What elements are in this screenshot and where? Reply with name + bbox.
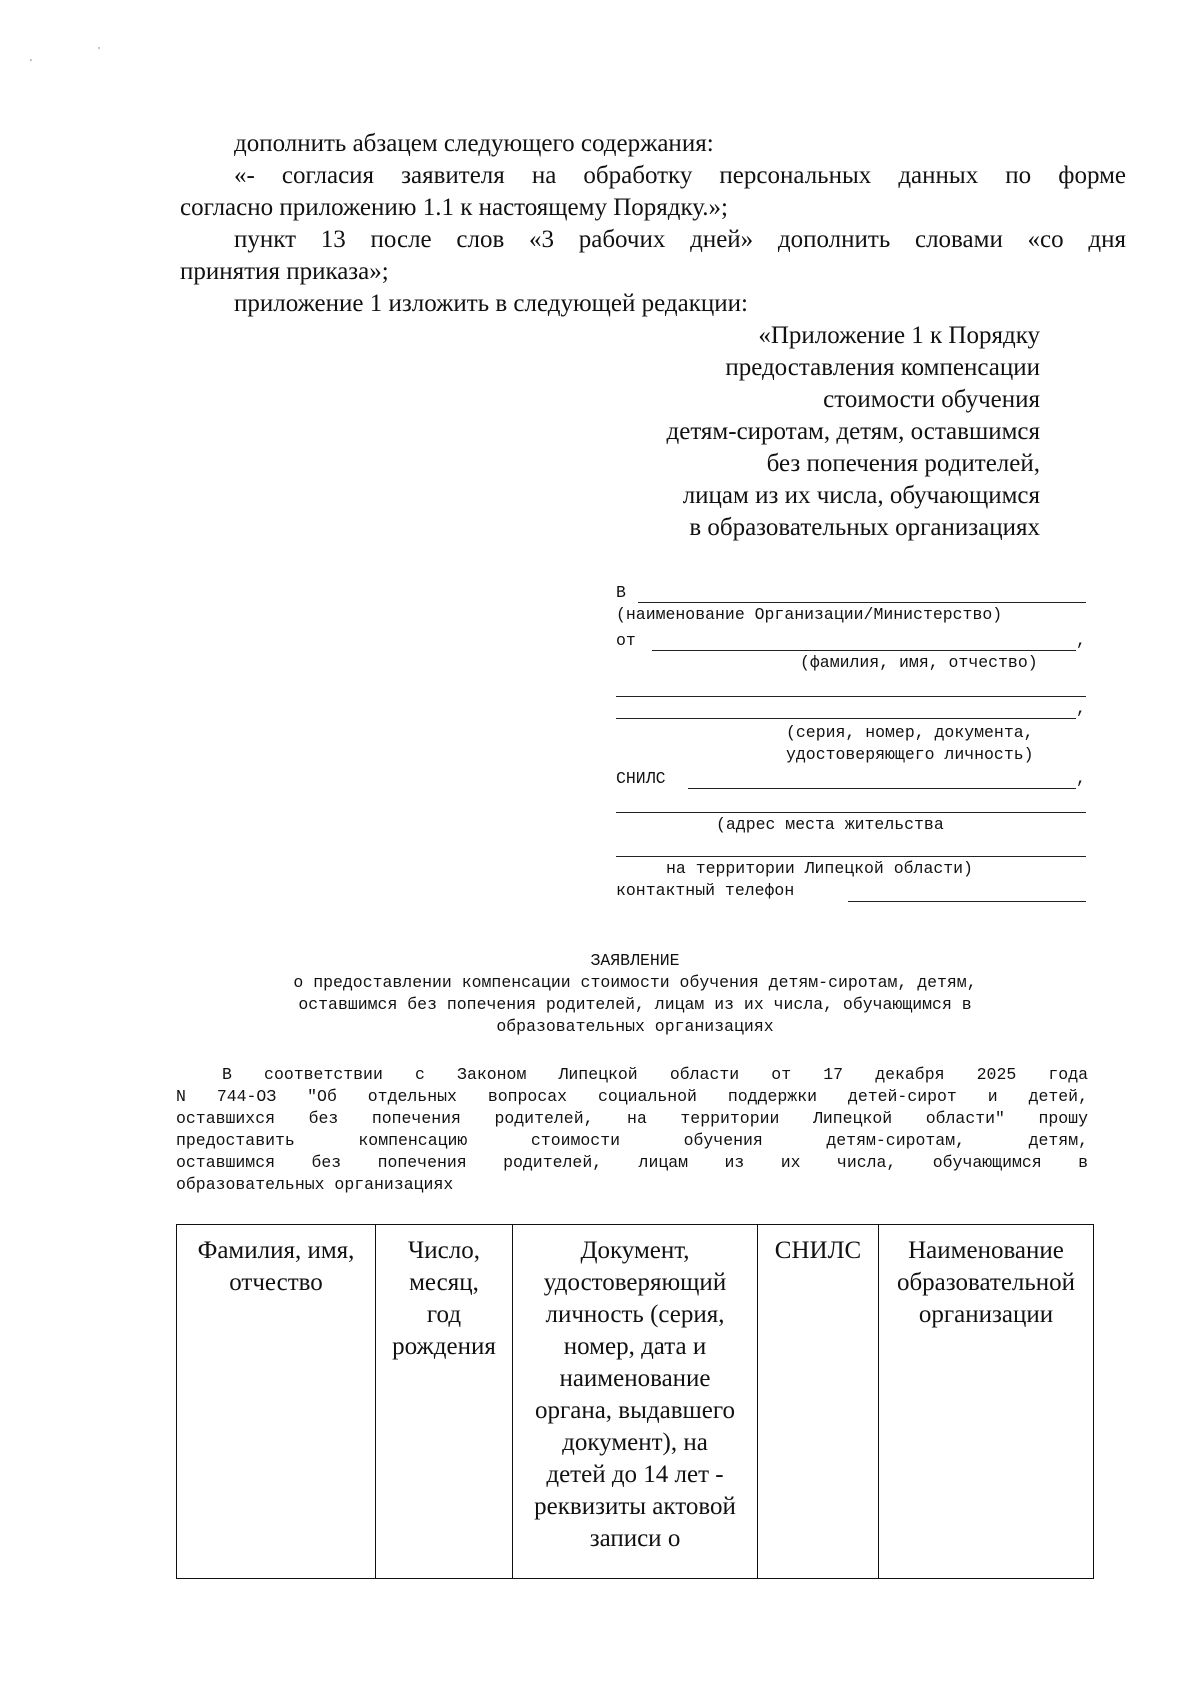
intro-line-2: «- согласия заявителя на обработку персональных данных по форме [234,162,1126,189]
cell-line: личность (серия, [545,1301,725,1328]
cell-line: Документ, [580,1237,690,1264]
snils-comma: , [1076,769,1086,788]
blank-line-1 [616,696,1086,697]
cell-line: номер, дата и [563,1333,707,1360]
blank-line-2 [616,718,1076,719]
statement-body-line: оставшихся без попечения родителей, на территории Липецкой области" прошу [176,1109,1088,1128]
cell-line: записи о [589,1525,681,1552]
table-header-birth-date [376,1225,513,1579]
appendix-header [560,320,1040,544]
phone-label: контактный телефон [616,881,795,900]
statement-body-line: В соответствии с Законом Липецкой области от 17 декабря 2025 года [222,1065,1088,1084]
intro-line-6: приложение 1 изложить в следующей редакции: [234,290,748,317]
cell-line: организации [918,1301,1054,1328]
address-hint-1: (адрес места жительства [716,815,944,834]
table-header-full-name [177,1225,376,1579]
statement-heading [176,950,1094,1038]
to-hint: (наименование Организации/Министерство) [616,605,1003,624]
applicant-table [176,1224,1094,1579]
table-header-row [177,1225,1094,1579]
scan-mark: ' [98,46,100,57]
intro-line-4: пункт 13 после слов «3 рабочих дней» дополнить словами «со дня [234,226,1126,253]
from-field-line [652,650,1076,651]
intro-line-5: принятия приказа»; [180,258,389,285]
table-header-identity-document [513,1225,758,1579]
cell-line: отчество [229,1269,323,1296]
from-prefix: от [616,631,636,650]
statement-body-line: N 744-ОЗ "Об отдельных вопросах социальной поддержки детей-сирот и детей, [176,1087,1088,1106]
cell-line: год [426,1301,462,1328]
appendix-header-line: лицам из их числа, обучающимся [682,482,1040,509]
cell-line: месяц, [409,1269,479,1296]
scan-mark: ' [30,58,32,69]
table-header-snils [758,1225,879,1579]
table-header-organization [879,1225,1094,1579]
snils-field-line [688,788,1076,789]
cell-line: образовательной [896,1269,1076,1296]
phone-field-line [848,901,1086,902]
cell-line: СНИЛС [774,1237,862,1264]
to-prefix: В [616,583,626,602]
address-hint-2: на территории Липецкой области) [666,859,973,878]
cell-line: документ), на [562,1429,708,1456]
cell-line: реквизиты актовой [534,1493,736,1520]
cell-line: наименование [559,1365,711,1392]
doc-hint-2: удостоверяющего личность) [786,745,1034,764]
cell-line: Наименование [908,1237,1064,1264]
from-comma: , [1076,631,1086,650]
statement-title: ЗАЯВЛЕНИЕ [590,951,680,970]
cell-line: Число, [408,1237,480,1264]
appendix-header-line: в образовательных организациях [689,514,1040,541]
appendix-header-line: предоставления компенсации [725,354,1040,381]
statement-subtitle-line: оставшимся без попечения родителей, лицам из их числа, обучающимся в [298,995,972,1014]
statement-body-line: оставшимся без попечения родителей, лицам из их числа, обучающимся в [176,1153,1088,1172]
statement-subtitle-line: о предоставлении компенсации стоимости обучения детям-сиротам, детям, [293,973,977,992]
statement-body-line: образовательных организациях [176,1175,454,1194]
intro-line-3: согласно приложению 1.1 к настоящему Порядку.»; [180,194,728,221]
cell-line: удостоверяющий [543,1269,727,1296]
doc-hint-1: (серия, номер, документа, [786,723,1034,742]
statement-subtitle-line: образовательных организациях [496,1017,774,1036]
intro-line-1: дополнить абзацем следующего содержания: [234,130,714,157]
cell-line: рождения [392,1333,496,1360]
name-hint: (фамилия, имя, отчество) [800,653,1038,672]
statement-body-line: предоставить компенсацию стоимости обучения детям-сиротам, детям, [176,1131,1088,1150]
cell-line: органа, выдавшего [534,1397,736,1424]
cell-line: Фамилия, имя, [197,1237,355,1264]
cell-line: детей до 14 лет - [546,1461,724,1488]
appendix-header-line: «Приложение 1 к Порядку [758,322,1040,349]
appendix-header-line: без попечения родителей, [766,450,1040,477]
address-line-2 [616,856,1086,857]
appendix-header-line: детям-сиротам, детям, оставшимся [666,418,1040,445]
snils-label: СНИЛС [616,769,666,788]
to-field-line [638,602,1086,603]
address-line-1 [616,812,1086,813]
appendix-header-line: стоимости обучения [823,386,1040,413]
doc-comma: , [1076,699,1086,718]
